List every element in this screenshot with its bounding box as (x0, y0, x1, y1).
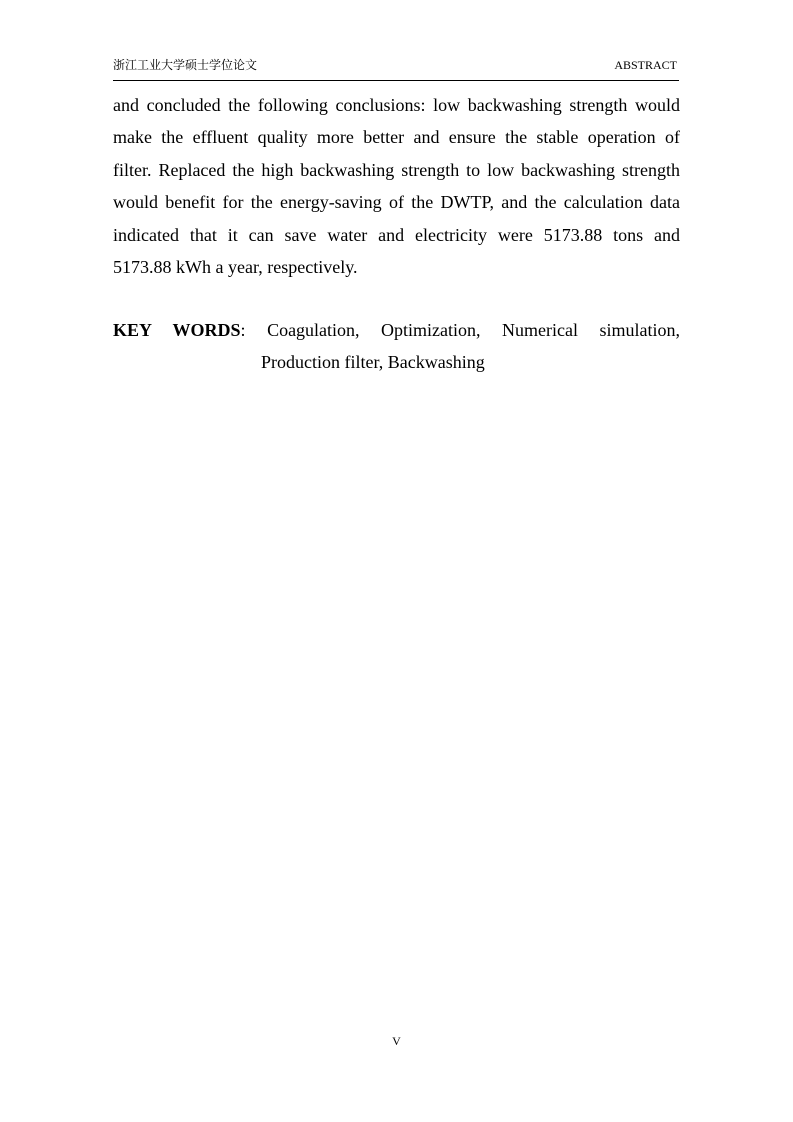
paragraph-line: indicated that it can save water and electricity were 5173.88 tons and (113, 224, 680, 245)
keywords-second-line: Production filter, Backwashing (261, 352, 485, 373)
paragraph-line: would benefit for the energy-saving of the DWTP, and the calculation data (113, 192, 680, 213)
keywords-block (113, 314, 680, 379)
header-thesis-title: 浙江工业大学硕士学位论文 (113, 58, 258, 72)
keywords-separator: : (240, 320, 246, 340)
page-number: V (392, 1034, 401, 1048)
keywords-first-line (113, 314, 680, 346)
abstract-paragraph (113, 89, 680, 283)
paragraph-line: and concluded the following conclusions: low backwashing strength would (113, 95, 680, 115)
keywords-list-part1: Coagulation, Optimization, Numerical simulation, (267, 320, 681, 340)
header-divider (113, 80, 679, 81)
keywords-label: KEY WORDS (113, 320, 241, 340)
running-header (113, 56, 679, 74)
header-section-title: ABSTRACT (614, 58, 677, 72)
paragraph-line: 5173.88 kWh a year, respectively. (113, 256, 358, 277)
paragraph-line: make the effluent quality more better and ensure the stable operation of (113, 127, 680, 148)
paragraph-line: filter. Replaced the high backwashing strength to low backwashing strength (113, 159, 680, 180)
